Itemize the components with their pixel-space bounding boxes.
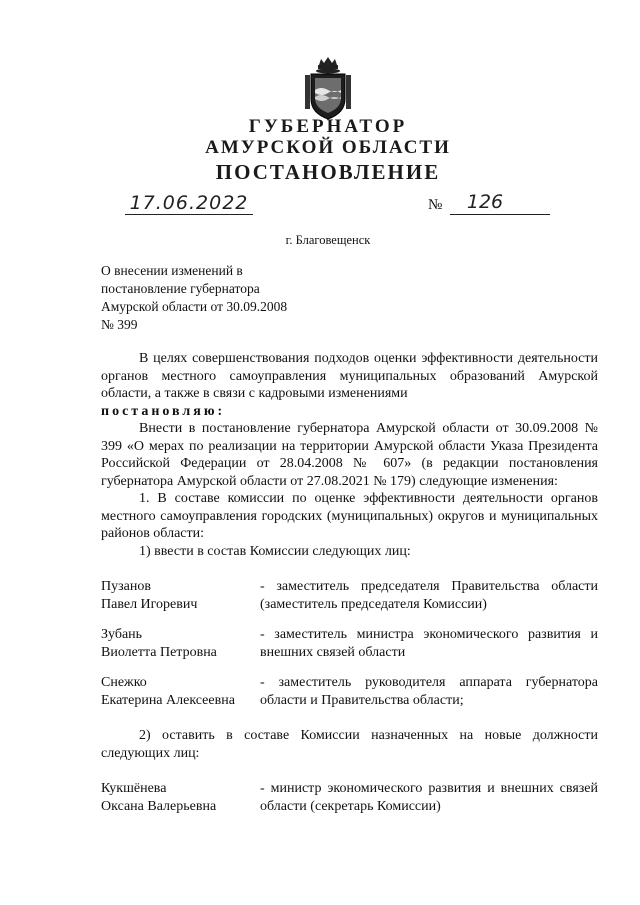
city: г. Благовещенск (285, 233, 371, 247)
subject-line: постановление губернатора (101, 281, 260, 296)
document-type-title: ПОСТАНОВЛЕНИЕ (215, 160, 441, 184)
member-row (101, 626, 598, 661)
number-label: № (428, 197, 443, 213)
member-given-names: Оксана Валерьевна (101, 798, 217, 814)
member-row (101, 780, 598, 815)
subject-line: О внесении изменений в (101, 263, 243, 278)
member-surname: Зубань (101, 627, 143, 642)
member-given-names: Павел Игоревич (101, 596, 198, 612)
document-body (101, 350, 598, 815)
member-surname: Снежко (101, 675, 147, 690)
document-date: 17.06.2022 (129, 192, 249, 214)
member-surname: Кукшёнева (101, 781, 167, 796)
commission-paragraph: 1. В составе комиссии по оценке эффективности деятельности органов местного самоуправления городских (муниципальных) округов и муниципальных районов области: (101, 491, 598, 541)
member-role: - заместитель председателя Правительства области (заместитель председателя Комиссии) (260, 579, 598, 612)
preamble-paragraph: В целях совершенствования подходов оценки эффективности деятельности органов местного самоуправления муниципальных образований Амурской области, а также в связи с кадровыми изменениями (101, 351, 598, 401)
coat-of-arms-icon (303, 55, 353, 121)
member-given-names: Виолетта Петровна (101, 644, 217, 660)
member-role: - заместитель министра экономического развития и внешних связей области (260, 627, 598, 660)
subject-line: Амурской области от 30.09.2008 (101, 299, 288, 314)
item-1-paragraph: 1) ввести в состав Комиссии следующих лиц: (139, 543, 411, 559)
amendment-paragraph: Внести в постановление губернатора Амурской области от 30.09.2008 № 399 «О мерах по реализации на территории Амурской области Указа Президента Российской Федерации от 28.04.2008 № 607» (в редакции постановления губернатора Амурской области от 27.08.2021 № 179) следующие изменения: (101, 421, 598, 489)
decree-word: постановляю: (101, 403, 226, 419)
issuer-title: ГУБЕРНАТОР (248, 116, 408, 137)
member-row (101, 674, 598, 709)
member-role: - заместитель руководителя аппарата губернатора области и Правительства области; (260, 675, 598, 708)
subject-line: № 399 (101, 317, 138, 332)
document-number: 126 (466, 191, 504, 213)
member-row (101, 578, 598, 613)
item-2-paragraph: 2) оставить в составе Комиссии назначенных на новые должности следующих лиц: (101, 728, 598, 761)
issuer-region: АМУРСКОЙ ОБЛАСТИ (205, 137, 451, 158)
member-given-names: Екатерина Алексеевна (101, 692, 235, 708)
member-role: - министр экономического развития и внешних связей области (секретарь Комиссии) (260, 781, 598, 814)
subject-block (101, 262, 287, 334)
member-surname: Пузанов (101, 579, 151, 594)
